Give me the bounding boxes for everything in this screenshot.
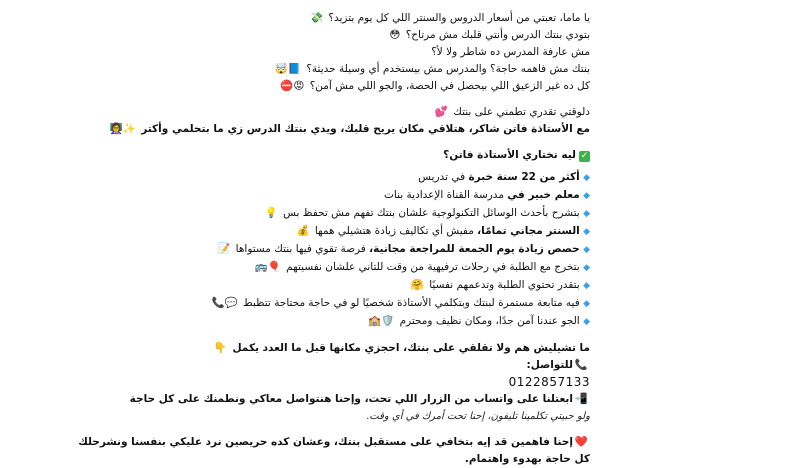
memo-icon: 📝 (217, 243, 231, 255)
diamond-icon: ◆ (583, 227, 590, 237)
intro-section (190, 10, 590, 95)
diamond-icon: ◆ (583, 299, 590, 309)
contact-line: 📞للتواصل: (190, 357, 590, 374)
contact-phone[interactable]: 0122857133 (508, 375, 590, 389)
phone-note: ولو حبيتي تكلمينا تليفون، إحنا تحت أمرك في أي وقت. (366, 411, 590, 422)
promo-line: مع الأستاذة فاتن شاكر، هتلاقي مكان يريح قلبك، ويدي بنتك الدرس زي ما بتحلمي وأكتر ✨👩‍🏫 (190, 121, 590, 138)
feature-item: ◆ السنتر مجاني تمامًا، مفيش أي تكاليف زيادة هتشيلي همها 💰 (190, 223, 590, 241)
document-body (78, 10, 590, 468)
diamond-icon: ◆ (583, 263, 590, 273)
cta-line: ما تشيليش هم ولا تقلقي على بنتك، احجزي مكانها قبل ما العدد يكمل 👇 (190, 340, 590, 357)
money-icon: 💸 (309, 12, 324, 24)
light-bulb-icon: 💡 (264, 207, 278, 219)
book-and-exploding-head-icon: 📘🤯 (274, 63, 301, 75)
feature-item: ◆ الجو عندنا آمن جدًا، ومكان نظيف ومحترم 🛡️🏫 (190, 313, 590, 331)
diamond-icon: ◆ (583, 173, 590, 183)
chat-phone-icon: 💬📞 (211, 297, 238, 309)
diamond-icon: ◆ (583, 209, 590, 219)
hearts-icon: 💕 (434, 106, 448, 118)
promo-line: دلوقتي تقدري تطمني على بنتك 💕 (190, 104, 590, 121)
promo-section (109, 104, 590, 138)
why-heading: ✓ليه تختاري الأستاذة فاتن؟ (443, 149, 589, 161)
mobile-phone-icon: 📲 (574, 393, 588, 405)
feature-item: ◆ فيه متابعة مستمرة لبنتك وبتكلمي الأستاذة شخصيًا لو في حاجة محتاجة تتظبط 💬📞 (190, 295, 590, 313)
diamond-icon: ◆ (583, 245, 590, 255)
closing-line: ❤️إحنا فاهمين قد إيه بتخافي على مستقبل بنتك، وعشان كده حريصين نرد عليكي بنفسنا ونشرحلك (190, 434, 590, 451)
feature-item: ◆ حصص زيادة يوم الجمعة للمراجعة مجانية، فرصة تقوي فيها بنتك مستواها 📝 (190, 241, 590, 259)
check-mark-icon: ✓ (580, 151, 589, 161)
intro-line: يا ماما، تعبتي من أسعار الدروس والسنتر اللي كل يوم بتزيد؟ 💸 (190, 10, 590, 27)
money-bag-icon: 💰 (296, 225, 310, 237)
diamond-icon: ◆ (583, 281, 590, 291)
balloon-bus-icon: 🎈🚌 (254, 261, 281, 273)
diamond-icon: ◆ (583, 317, 590, 327)
feature-item: ◆ بتقدر تحتوي الطلبة وتدعمهم نفسيًا 🤗 (190, 277, 590, 295)
whatsapp-line: 📲ابعتلنا على واتساب من الزرار اللي تحت، وإحنا هنتواصل معاكي ونطمنك على كل حاجة (190, 391, 590, 408)
phone-icon: 📞 (574, 359, 588, 371)
closing-line: كل حاجة بهدوء واهتمام. (464, 453, 590, 465)
flushed-face-icon: 😳 (389, 29, 401, 41)
intro-line: بنتك مش فاهمه حاجة؟ والمدرس مش بيستخدم أي وسيلة حديثة؟ 📘🤯 (190, 61, 590, 78)
shield-school-icon: 🛡️🏫 (368, 315, 395, 327)
diamond-icon: ◆ (583, 191, 590, 201)
feature-item: ◆ بتشرح بأحدث الوسائل التكنولوجية علشان بنتك تفهم مش تحفظ بس 💡 (190, 205, 590, 223)
pointing-down-icon: 👇 (213, 342, 227, 354)
heart-icon: ❤️ (574, 436, 588, 448)
hugging-face-icon: 🤗 (410, 279, 424, 291)
intro-line: كل ده غير الزعيق اللي بيحصل في الحصة، والجو اللي مش آمن؟ 😡⛔ (190, 78, 590, 95)
features-list (190, 169, 590, 331)
intro-line: بتودي بنتك الدرس وأنتي قلبك مش مرتاح؟ 😳 (190, 27, 590, 44)
feature-item: ◆ أكثر من 22 سنة خبرة في تدريس (418, 171, 590, 183)
angry-face-icon: 😡⛔ (280, 80, 305, 92)
feature-item: ◆ معلم خبير في مدرسة القناة الإعدادية بنات (384, 189, 590, 201)
feature-item: ◆ بتخرج مع الطلبة في رحلات ترفيهية من وقت للتاني علشان نفسيتهم 🎈🚌 (190, 259, 590, 277)
intro-line: مش عارفة المدرس ده شاطر ولا لأ؟ (431, 46, 590, 58)
sparkles-teacher-icon: ✨👩‍🏫 (109, 123, 136, 135)
